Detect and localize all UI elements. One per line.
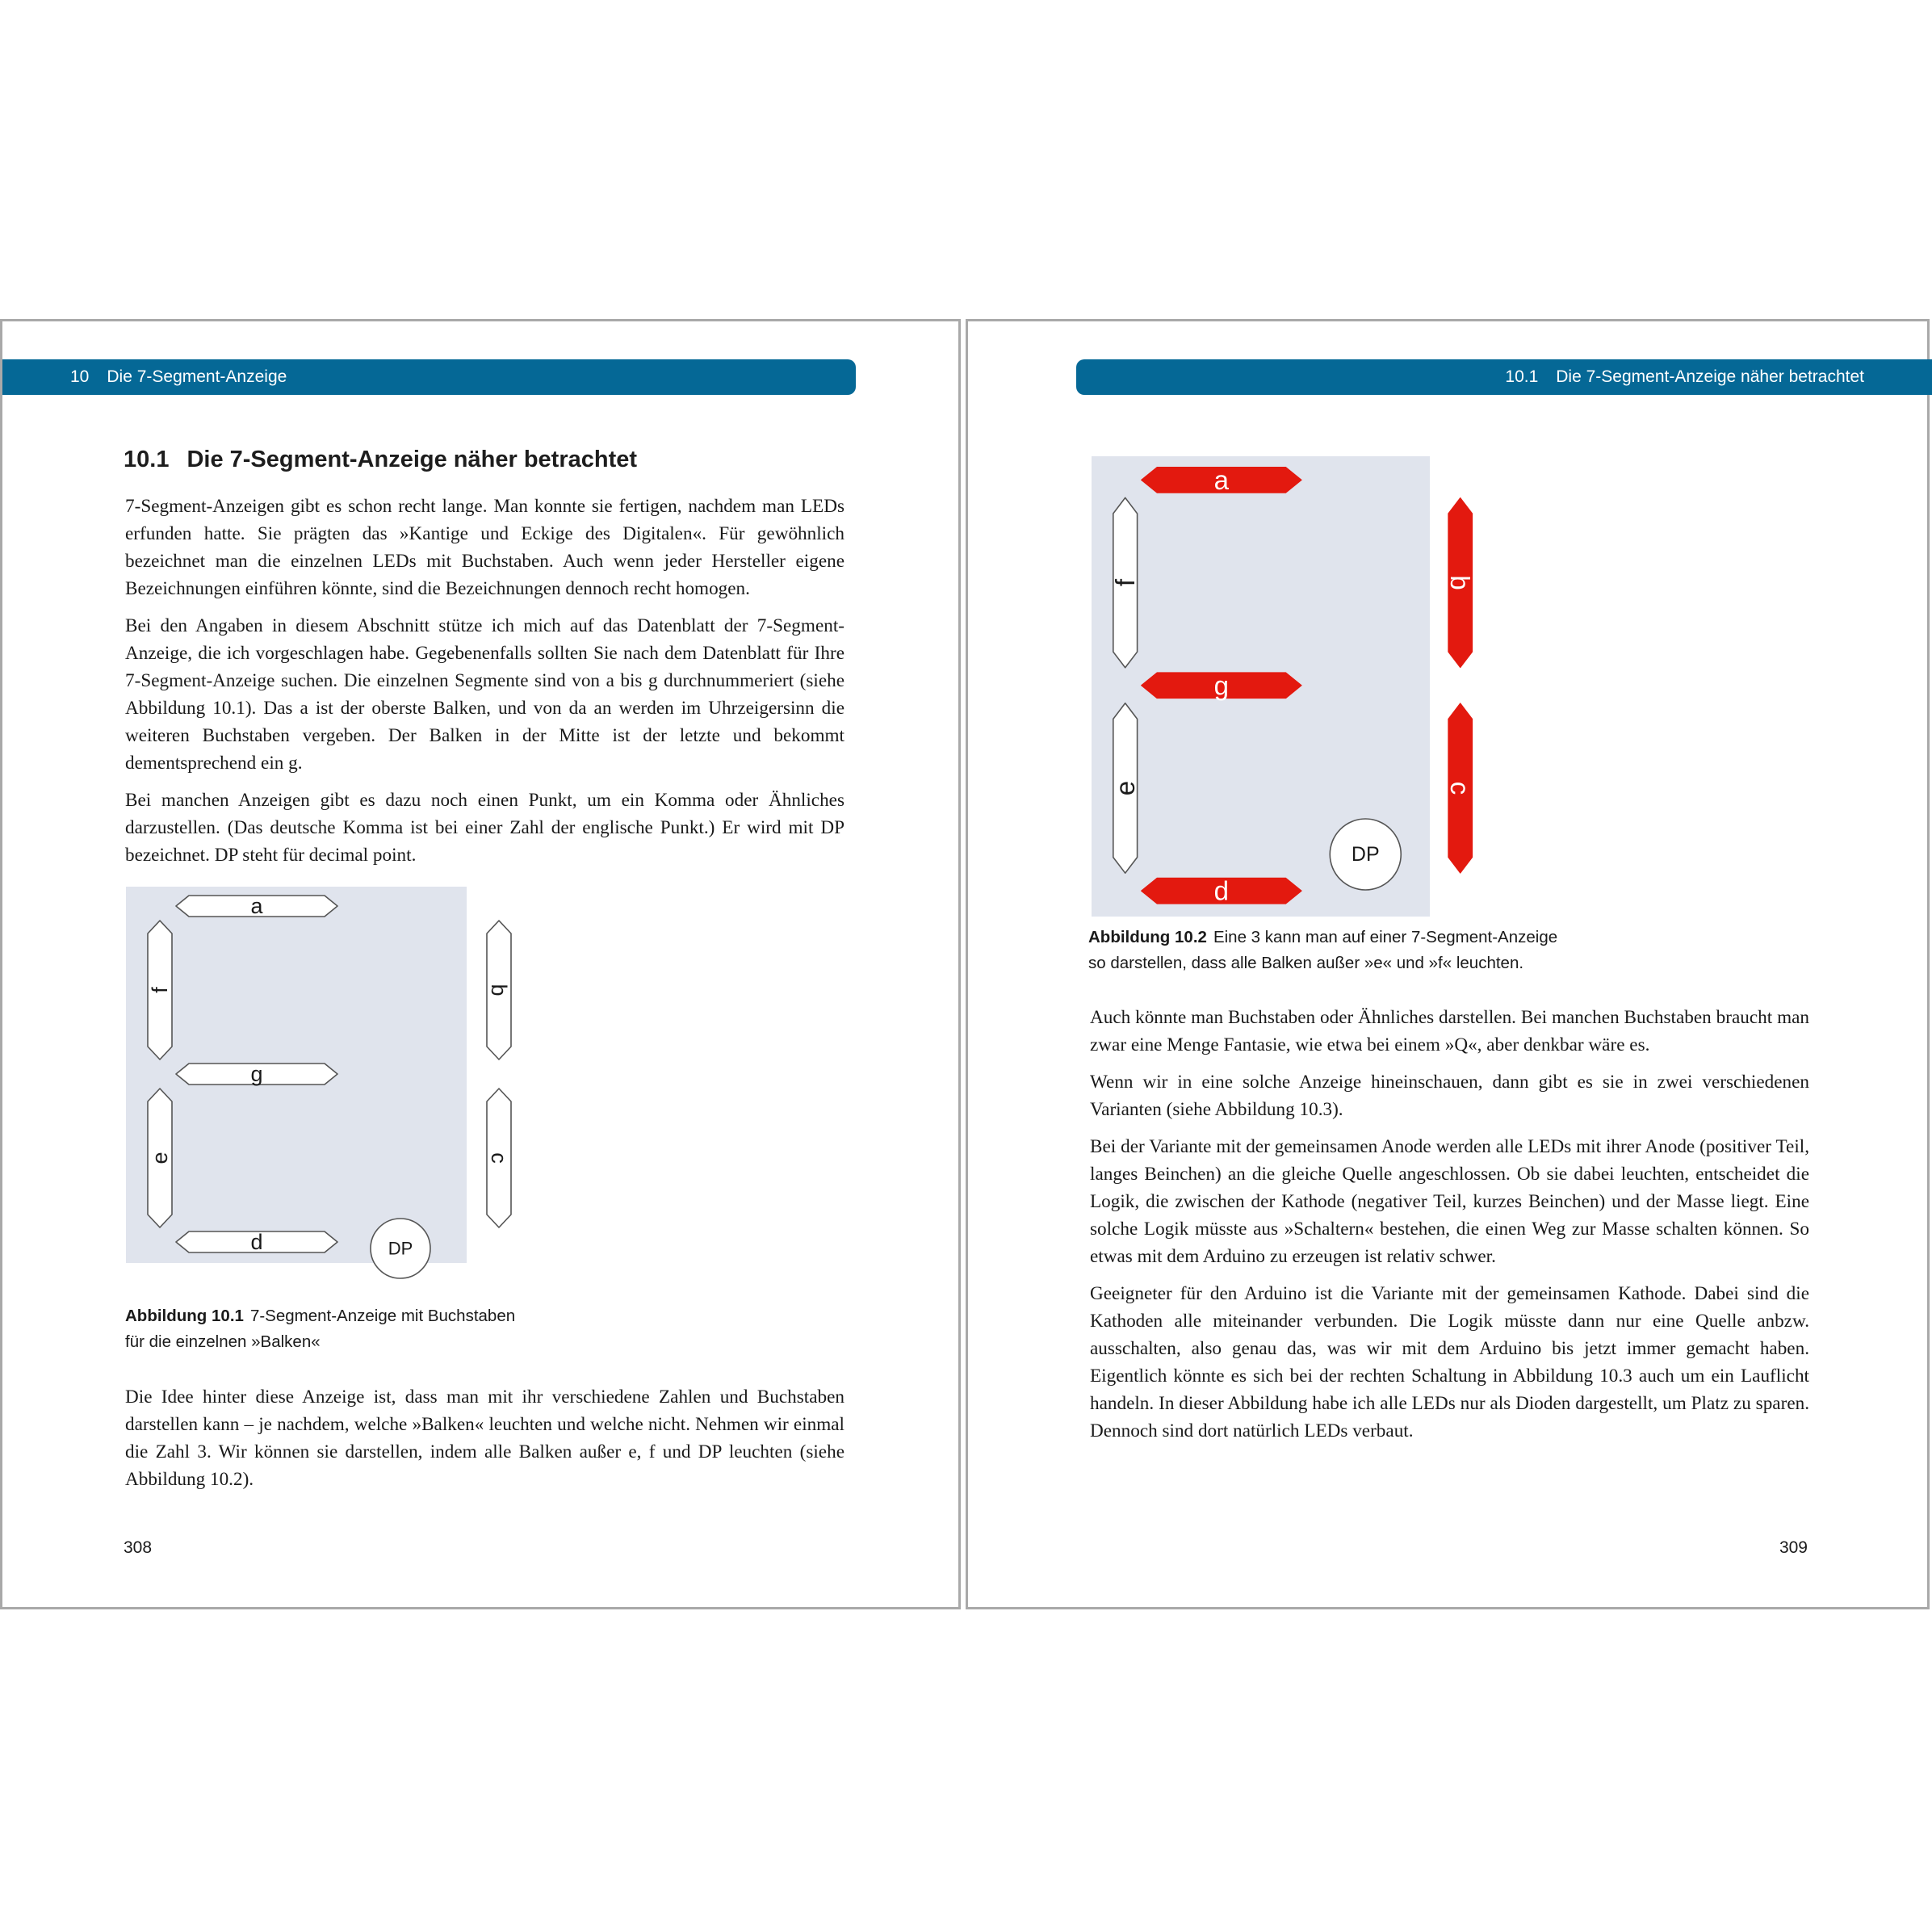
segment-label-d: d: [250, 1230, 263, 1254]
paragraph: Geeigneter für den Arduino ist die Variante mit der gemeinsamen Kathode. Dabei sind die Kathoden alle miteinander verbunden. Die Logik müsste dann nur eine Quelle anbzw. ausschalten, also genau das, was wir mit dem Arduino bis jetzt immer gemacht haben. Eigentlich könnte es sich bei der rechten Schaltung in Abbildung 10.3 auch um ein Lauflicht handeln. In dieser Abbildung habe ich alle LEDs nur als Dioden dargestellt, um Platz zu sparen. Dennoch sind dort natürlich LEDs verbaut.: [1090, 1283, 1809, 1441]
segment-label-d: d: [1213, 875, 1230, 906]
figure-caption: [1088, 925, 1718, 976]
paragraph: Die Idee hinter diese Anzeige ist, dass man mit ihr verschiedene Zahlen und Buchstaben darstellen kann – je nachdem, welche »Balken« leuchten und welche nicht. Nehmen wir einmal die Zahl 3. Wir können sie darstellen, indem alle Balken außer e, f und DP leuchten (siehe Abbildung 10.2).: [125, 1387, 844, 1490]
segment-label-g: g: [1213, 670, 1230, 701]
left-page: [0, 319, 961, 1609]
segment-label-e: e: [148, 1152, 172, 1164]
paragraph: Auch könnte man Buchstaben oder Ähnliches darstellen. Bei manchen Buchstaben braucht man zwar eine Menge Fantasie, wie etwa bei einem »Q«, aber denkbar wäre es.: [1090, 1007, 1809, 1055]
segment-label-b: b: [487, 984, 511, 996]
figure-caption: [125, 1303, 690, 1355]
body-text-top: [125, 493, 844, 879]
section-header-bar: [1076, 359, 1932, 395]
right-page: [966, 319, 1930, 1609]
segment-label-c: c: [487, 1152, 511, 1164]
caption-label: Abbildung 10.2: [1088, 928, 1207, 946]
section-number: 10.1: [124, 447, 170, 472]
chapter-header-bar: [2, 359, 856, 395]
caption-line-2: für die einzelnen »Balken«: [125, 1332, 321, 1351]
segment-label-b: b: [1445, 575, 1476, 590]
paragraph: 7-Segment-Anzeigen gibt es schon recht lange. Man konnte sie fertigen, nachdem man LEDs erfunden hatte. Sie prägten das »Kantige und Eckige des Digitalen«. Für gewöhnlich bezeichnet man die einzelnen LEDs mit Buchstaben. Auch wenn jeder Hersteller eigene Bezeichnungen einführen könnte, sind die Bezeichnungen dennoch recht homogen.: [125, 496, 844, 599]
paragraph: Bei der Variante mit der gemeinsamen Anode werden alle LEDs mit ihrer Anode (positiver Teil, langes Beinchen) an die gleiche Quelle angeschlossen. Ob sie dabei leuchten, entscheidet die Logik, die zwischen der Kathode (negativer Teil, kurzes Beinchen) und der Masse liegt. Eine solche Logik müsste aus »Schaltern« bestehen, die einen Weg zur Masse schalten können. So etwas mit dem Arduino zu erzeugen ist relativ schwer.: [1090, 1136, 1809, 1267]
body-text-bottom: [125, 1383, 844, 1503]
caption-text: 7-Segment-Anzeige mit Buchstaben: [249, 1307, 516, 1325]
paragraph: Bei den Angaben in diesem Abschnitt stütze ich mich auf das Datenblatt der 7-Segment-Anzeige, die ich vorgeschlagen habe. Gegebenenfalls sollten Sie nach dem Datenblatt für Ihre 7-Segment-Anzeige suchen. Die einzelnen Segmente sind von a bis g durchnummeriert (siehe Abbildung 10.1). Das a ist der oberste Balken, und von da an werden im Uhrzeigersinn die weiteren Buchstaben vergeben. Der Balken in der Mitte ist der letzte und bekommt dementsprechend ein g.: [125, 615, 844, 774]
caption-text: Eine 3 kann man auf einer 7-Segment-Anzeige: [1213, 928, 1558, 946]
page-number: 308: [124, 1538, 153, 1557]
seven-segment-figure-digit-3: [1092, 456, 1476, 917]
segment-label-c: c: [1445, 781, 1476, 795]
caption-line-1: [1088, 925, 1718, 950]
decimal-point-label: DP: [388, 1238, 413, 1259]
chapter-number: 10: [70, 367, 90, 386]
header-section-title: Die 7-Segment-Anzeige näher betrachtet: [1556, 367, 1864, 386]
paragraph: Wenn wir in eine solche Anzeige hineinschauen, dann gibt es sie in zwei verschiedenen Varianten (siehe Abbildung 10.3).: [1090, 1072, 1809, 1120]
paragraph: Bei manchen Anzeigen gibt es dazu noch einen Punkt, um ein Komma oder Ähnliches darzustellen. (Das deutsche Komma ist bei einer Zahl der englische Punkt.) Er wird mit DP bezeichnet. DP steht für decimal point.: [125, 790, 844, 866]
page-number: 309: [1779, 1538, 1808, 1557]
decimal-point-label: DP: [1351, 843, 1380, 866]
segment-label-g: g: [250, 1062, 263, 1086]
seven-segment-figure-unlit: [126, 887, 511, 1263]
segment-label-e: e: [1110, 780, 1141, 796]
body-text: [1090, 1004, 1809, 1454]
caption-line-2: so darstellen, dass alle Balken außer »e« und »f« leuchten.: [1088, 954, 1524, 972]
header-section-number: 10.1: [1505, 367, 1539, 386]
caption-line-1: [125, 1303, 690, 1329]
section-heading: [124, 447, 637, 473]
section-title: Die 7-Segment-Anzeige näher betrachtet: [186, 447, 638, 472]
segment-label-a: a: [1213, 464, 1230, 495]
segment-label-a: a: [250, 894, 263, 918]
caption-label: Abbildung 10.1: [125, 1307, 244, 1325]
chapter-title: Die 7-Segment-Anzeige: [107, 367, 287, 386]
segment-label-f: f: [1110, 578, 1141, 587]
segment-label-f: f: [148, 987, 172, 993]
